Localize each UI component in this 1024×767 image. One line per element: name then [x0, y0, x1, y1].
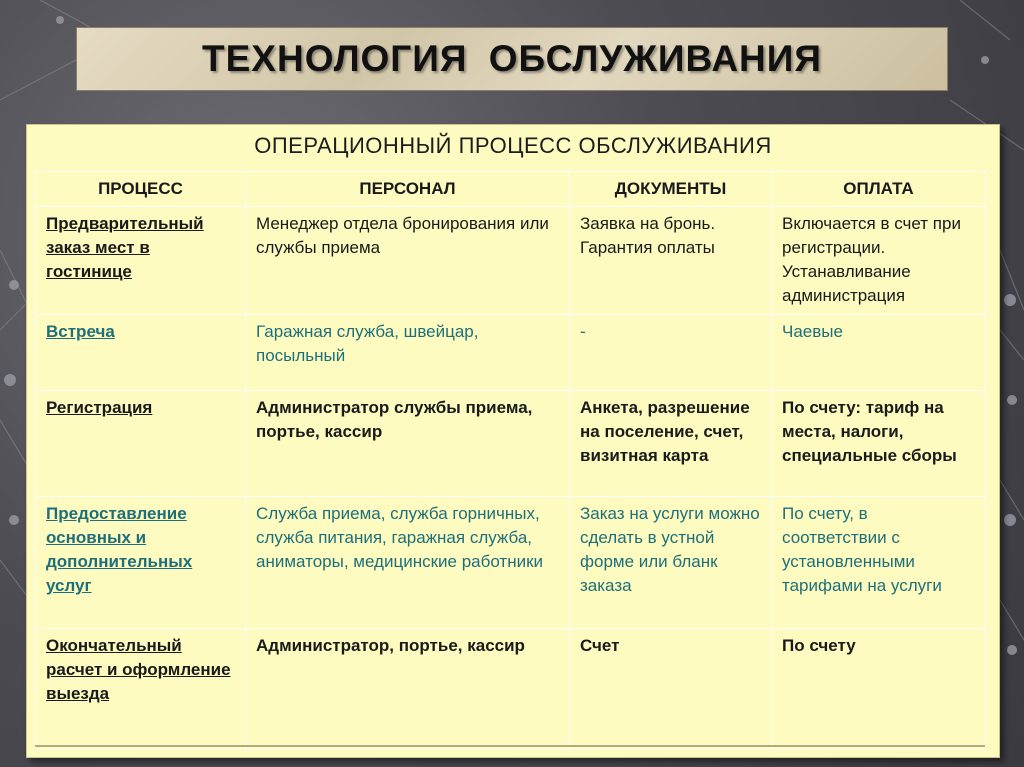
- table-row: [36, 629, 986, 749]
- cell-payment: По счету: [772, 629, 986, 749]
- cell-payment: Чаевые: [772, 315, 986, 391]
- content-panel: [26, 124, 1000, 758]
- cell-process: Предварительный заказ мест в гостинице: [36, 207, 246, 315]
- cell-process: Регистрация: [36, 391, 246, 497]
- header-documents: ДОКУМЕНТЫ: [570, 172, 772, 207]
- header-payment: ОПЛАТА: [772, 172, 986, 207]
- process-table: [35, 171, 986, 749]
- header-staff: ПЕРСОНАЛ: [246, 172, 570, 207]
- page-title: ТЕХНОЛОГИЯ ОБСЛУЖИВАНИЯ: [202, 38, 822, 79]
- table-row: [36, 315, 986, 391]
- cell-process: Предоставление основных и дополнительных услуг: [36, 497, 246, 629]
- header-process: ПРОЦЕСС: [36, 172, 246, 207]
- cell-documents: Заказ на услуги можно сделать в устной форме или бланк заказа: [570, 497, 772, 629]
- cell-documents: -: [570, 315, 772, 391]
- cell-payment: Включается в счет при регистрации. Устанавливание администрация: [772, 207, 986, 315]
- cell-process: Встреча: [36, 315, 246, 391]
- cell-process: Окончательный расчет и оформление выезда: [36, 629, 246, 749]
- header-row: [36, 172, 986, 207]
- cell-staff: Гаражная служба, швейцар, посыльный: [246, 315, 570, 391]
- table-row: [36, 497, 986, 629]
- table-row: [36, 391, 986, 497]
- cell-staff: Менеджер отдела бронирования или службы приема: [246, 207, 570, 315]
- cell-documents: Заявка на бронь. Гарантия оплаты: [570, 207, 772, 315]
- table-row: [36, 207, 986, 315]
- cell-documents: Счет: [570, 629, 772, 749]
- cell-staff: Администратор службы приема, портье, кассир: [246, 391, 570, 497]
- title-banner: [76, 27, 948, 91]
- cell-documents: Анкета, разрешение на поселение, счет, визитная карта: [570, 391, 772, 497]
- cell-payment: По счету, в соответствии с установленными тарифами на услуги: [772, 497, 986, 629]
- table-subtitle: ОПЕРАЦИОННЫЙ ПРОЦЕСС ОБСЛУЖИВАНИЯ: [254, 133, 772, 158]
- table-bottom-rule: [35, 745, 985, 747]
- cell-staff: Служба приема, служба горничных, служба питания, гаражная служба, аниматоры, медицинские работники: [246, 497, 570, 629]
- cell-staff: Администратор, портье, кассир: [246, 629, 570, 749]
- cell-payment: По счету: тариф на места, налоги, специальные сборы: [772, 391, 986, 497]
